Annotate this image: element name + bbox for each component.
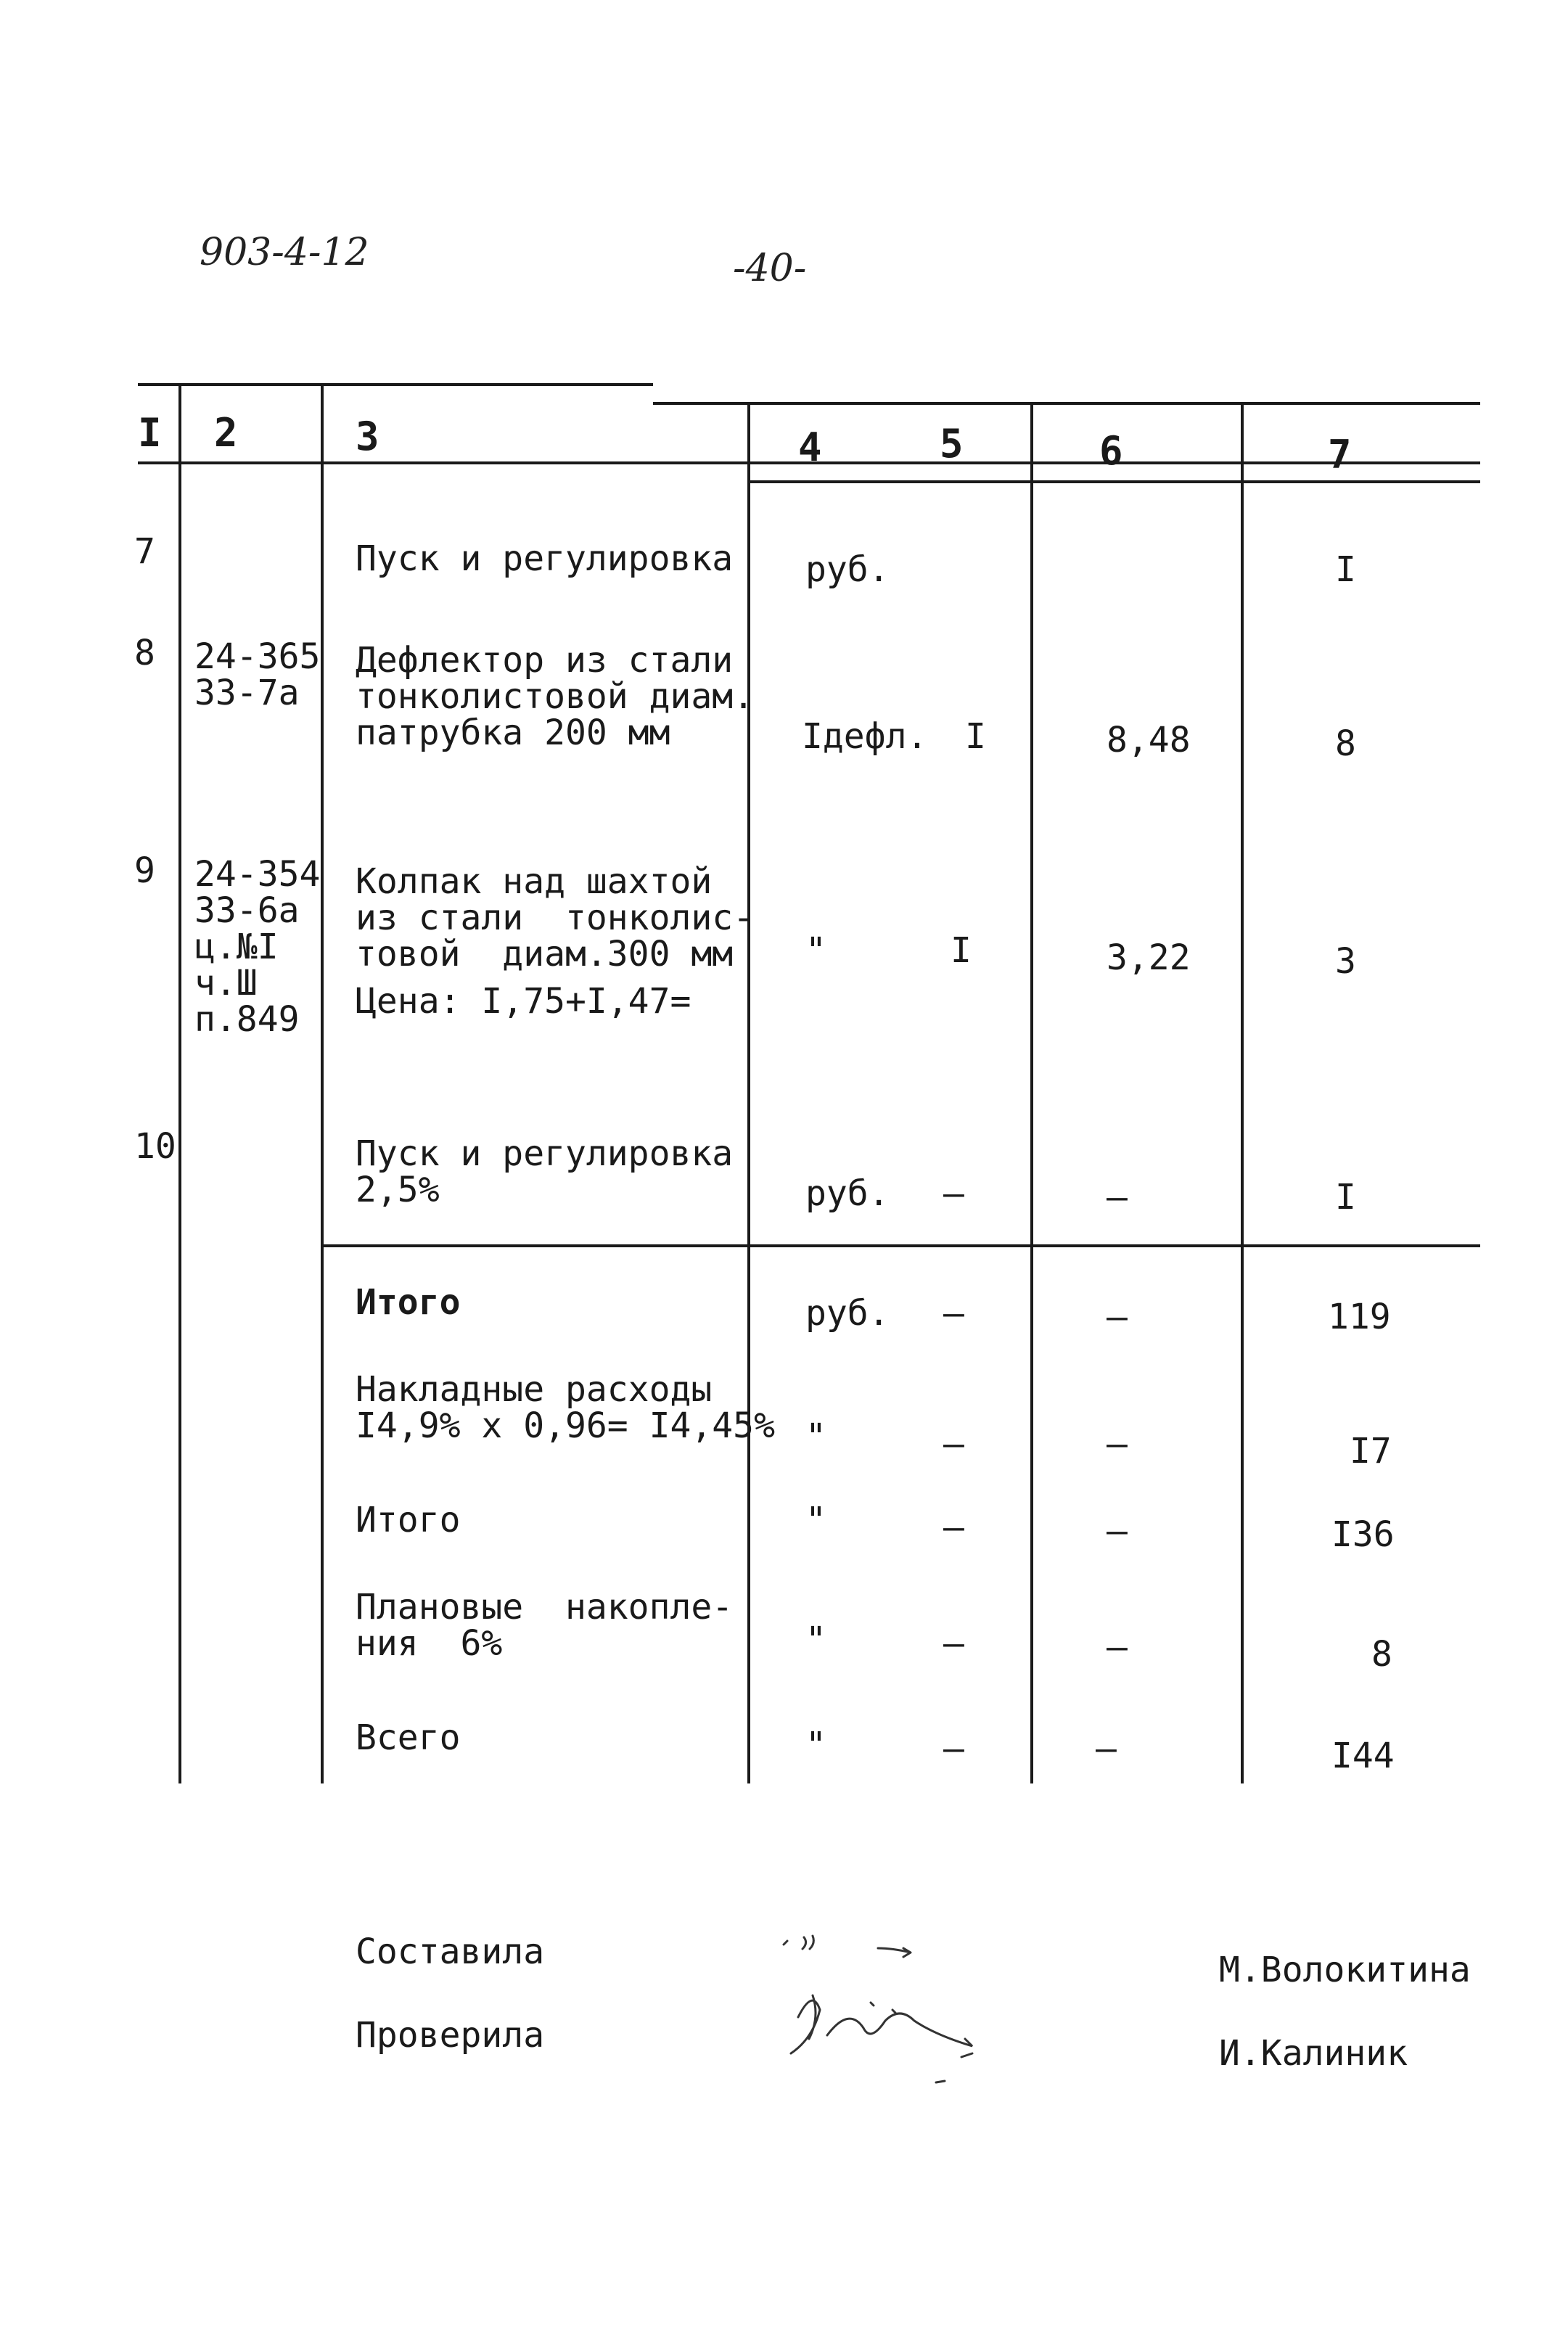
summary-description: Итого [356,1500,461,1540]
handwritten-signature [769,1908,1030,2126]
row-description: Колпак над шахтой из стали тонколис- товой диам.300 мм [356,861,755,974]
summary-price: – [1107,1511,1128,1551]
summary-unit: руб. [805,1293,890,1334]
row-total: 8 [1335,723,1356,764]
row-quantity: I [951,930,972,971]
row-reference: 24-354 33-6а ц.№I ч.Ш п.849 [194,854,321,1040]
row-description: Пуск и регулировка 2,5% [356,1133,734,1210]
row-total: I [1335,549,1356,590]
summary-price: – [1107,1424,1128,1464]
summary-quantity: – [943,1507,964,1548]
header-col-4: 4 [798,424,822,470]
summary-quantity: – [943,1728,964,1769]
summary-description: Накладные расходы I4,9% х 0,96= I4,45% [356,1369,775,1446]
checked-by-label: Проверила [356,2015,545,2056]
row-quantity: I [965,716,986,757]
header-col-3: 3 [356,414,379,459]
checked-by-name: И.Калиник [1219,2033,1408,2074]
row-description: Пуск и регулировка [356,538,734,579]
row-unit: руб. [805,1173,890,1214]
row-price: 3,22 [1107,937,1191,978]
summary-quantity: – [943,1623,964,1664]
header-col-6: 6 [1099,428,1123,474]
summary-quantity: – [943,1424,964,1464]
row-price: – [1107,1177,1128,1218]
row-unit: Iдефл. [802,716,928,757]
page-number: -40- [733,247,807,290]
compiled-by-name: М.Волокитина [1219,1950,1471,1990]
compiled-by-label: Составила [356,1931,545,1972]
row-quantity: – [943,1173,964,1214]
summary-unit: " [805,1619,826,1660]
summary-total: 119 [1328,1297,1391,1337]
row-unit: " [805,930,826,971]
summary-description: Всего [356,1717,461,1758]
row-number: 7 [134,531,155,572]
row-total: 3 [1335,941,1356,982]
summary-price: – [1107,1297,1128,1337]
summary-total: I7 [1350,1431,1392,1471]
header-col-2: 2 [214,410,238,456]
summary-price: – [1107,1627,1128,1667]
row-reference: 24-365 33-7а [194,636,321,713]
summary-total: 8 [1371,1634,1392,1675]
header-col-5: 5 [940,421,964,467]
row-price-note: Цена: I,75+I,47= [356,981,691,1022]
summary-total: I44 [1331,1736,1395,1776]
row-number: 9 [134,850,155,891]
row-unit: руб. [805,549,890,590]
summary-unit: " [805,1416,826,1457]
row-total: I [1335,1177,1356,1218]
document-code: 903-4-12 [200,231,369,274]
summary-quantity: – [943,1293,964,1334]
row-number: 10 [134,1126,176,1167]
header-col-1: I [138,410,162,456]
summary-unit: " [805,1500,826,1540]
row-description: Дефлектор из стали тонколистовой диам. патрубка 200 мм [356,640,755,753]
summary-unit: " [805,1725,826,1765]
summary-price: – [1096,1728,1117,1769]
summary-description: Итого [356,1282,461,1323]
summary-total: I36 [1331,1514,1395,1555]
summary-description: Плановые накопле- ния 6% [356,1587,734,1664]
header-col-7: 7 [1328,432,1352,477]
row-number: 8 [134,633,155,673]
row-price: 8,48 [1107,720,1191,760]
